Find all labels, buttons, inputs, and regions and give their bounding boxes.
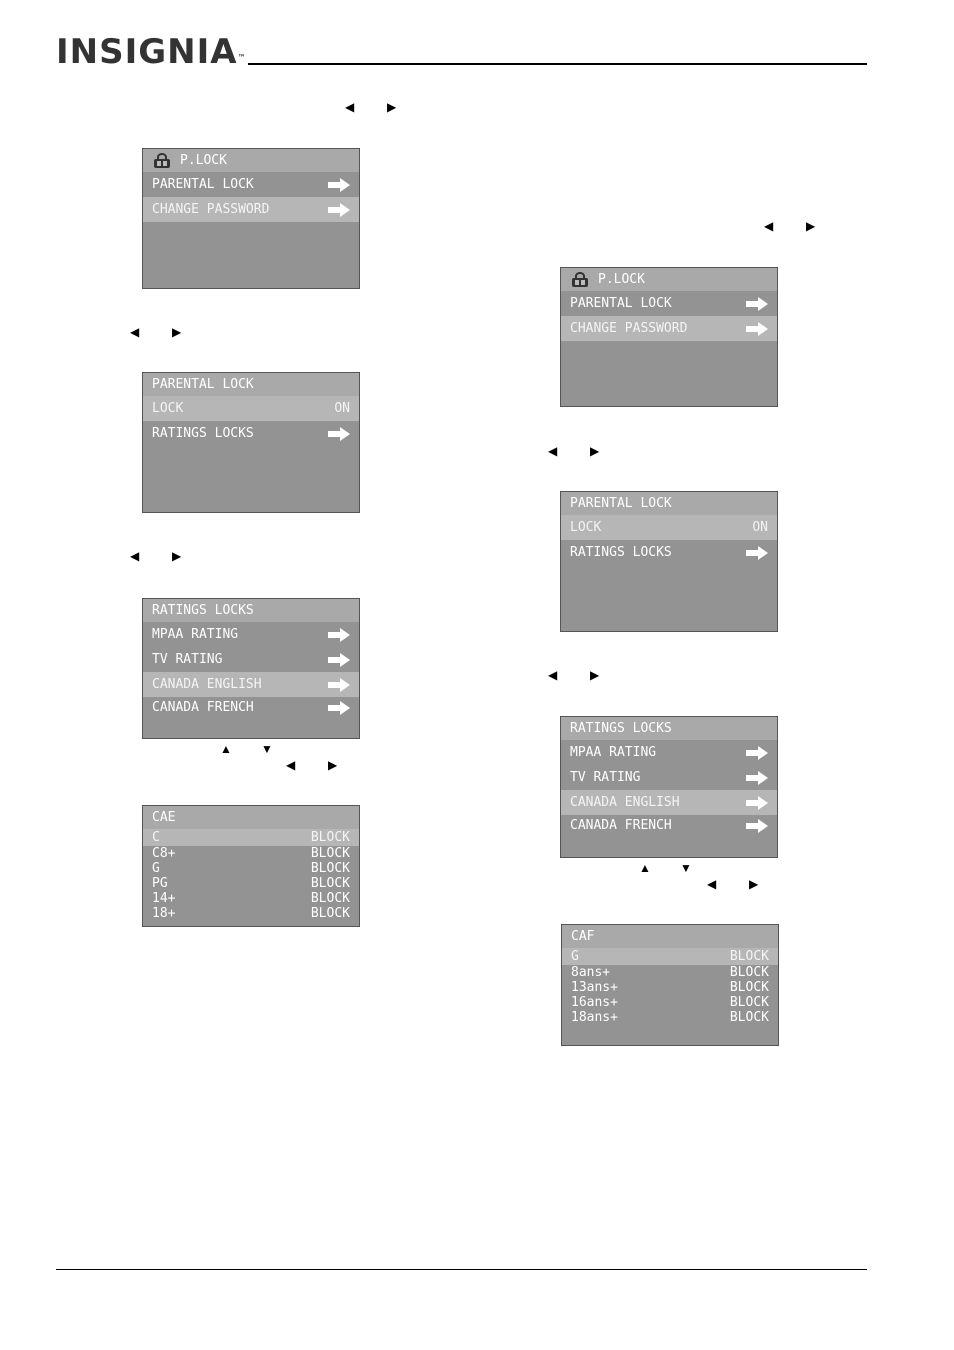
right-arrow-icon bbox=[328, 203, 350, 217]
menu-item-tv-rating[interactable]: TV RATING bbox=[143, 647, 359, 672]
right-arrow-icon bbox=[328, 701, 350, 715]
menu-item-ratings-locks[interactable]: RATINGS LOCKS bbox=[561, 540, 777, 565]
right-arrow-icon bbox=[328, 178, 350, 192]
left-arrow-icon: ◀ bbox=[548, 668, 558, 682]
plock-menu-left bbox=[142, 148, 360, 289]
parental-lock-title: PARENTAL LOCK bbox=[143, 373, 359, 396]
header-rule bbox=[248, 63, 867, 65]
up-arrow-icon: ▲ bbox=[639, 861, 651, 875]
rating-row[interactable]: PG BLOCK bbox=[152, 876, 350, 891]
right-arrow-icon: ▶ bbox=[806, 219, 816, 233]
parental-lock-menu-left bbox=[142, 372, 360, 513]
ratings-locks-title: RATINGS LOCKS bbox=[561, 717, 777, 740]
right-arrow-icon: ▶ bbox=[590, 668, 600, 682]
menu-item-parental-lock[interactable]: PARENTAL LOCK bbox=[561, 291, 777, 316]
menu-item-mpaa-rating[interactable]: MPAA RATING bbox=[561, 740, 777, 765]
down-arrow-icon: ▼ bbox=[680, 861, 692, 875]
ratings-locks-title: RATINGS LOCKS bbox=[143, 599, 359, 622]
right-arrow-icon bbox=[746, 819, 768, 833]
rating-row[interactable]: G BLOCK bbox=[152, 861, 350, 876]
right-arrow-icon: ▶ bbox=[172, 549, 182, 563]
parental-lock-menu-right bbox=[560, 491, 778, 632]
lock-icon bbox=[570, 272, 590, 288]
rating-row[interactable]: 16ans+ BLOCK bbox=[571, 995, 769, 1010]
rating-row[interactable]: 13ans+ BLOCK bbox=[571, 980, 769, 995]
menu-item-tv-rating[interactable]: TV RATING bbox=[561, 765, 777, 790]
rating-row[interactable]: 18+ BLOCK bbox=[152, 906, 350, 921]
right-arrow-icon: ▶ bbox=[749, 877, 759, 891]
menu-item-parental-lock[interactable]: PARENTAL LOCK bbox=[143, 172, 359, 197]
menu-item-canada-english[interactable]: CANADA ENGLISH bbox=[143, 672, 359, 697]
caf-rating-menu bbox=[561, 924, 779, 1046]
right-arrow-icon: ▶ bbox=[590, 444, 600, 458]
menu-item-change-password[interactable]: CHANGE PASSWORD bbox=[561, 316, 777, 341]
menu-item-ratings-locks[interactable]: RATINGS LOCKS bbox=[143, 421, 359, 446]
right-arrow-icon bbox=[328, 628, 350, 642]
lock-value: ON bbox=[334, 401, 350, 416]
menu-item-mpaa-rating[interactable]: MPAA RATING bbox=[143, 622, 359, 647]
trademark: ™ bbox=[237, 53, 247, 62]
left-arrow-icon: ◀ bbox=[130, 325, 140, 339]
rating-row[interactable]: 18ans+ BLOCK bbox=[571, 1010, 769, 1025]
right-arrow-icon bbox=[746, 771, 768, 785]
up-arrow-icon: ▲ bbox=[220, 742, 232, 756]
menu-item-lock[interactable]: LOCK ON bbox=[143, 396, 359, 421]
rating-row[interactable]: C8+ BLOCK bbox=[152, 846, 350, 861]
right-arrow-icon bbox=[328, 678, 350, 692]
right-arrow-icon bbox=[746, 796, 768, 810]
left-arrow-icon: ◀ bbox=[286, 758, 296, 772]
left-arrow-icon: ◀ bbox=[345, 100, 355, 114]
right-arrow-icon bbox=[746, 322, 768, 336]
logo-text: INSIGNIA bbox=[56, 32, 238, 72]
right-arrow-icon bbox=[746, 546, 768, 560]
menu-item-canada-english[interactable]: CANADA ENGLISH bbox=[561, 790, 777, 815]
right-arrow-icon bbox=[328, 427, 350, 441]
cae-rating-menu bbox=[142, 805, 360, 927]
ratings-locks-menu-right bbox=[560, 716, 778, 858]
plock-title: P.LOCK bbox=[143, 149, 359, 172]
menu-item-canada-french[interactable]: CANADA FRENCH bbox=[561, 815, 777, 837]
menu-item-lock[interactable]: LOCK ON bbox=[561, 515, 777, 540]
left-arrow-icon: ◀ bbox=[548, 444, 558, 458]
right-arrow-icon bbox=[746, 297, 768, 311]
lock-value: ON bbox=[752, 520, 768, 535]
cae-title: CAE bbox=[143, 806, 359, 829]
right-arrow-icon bbox=[746, 746, 768, 760]
right-arrow-icon: ▶ bbox=[387, 100, 397, 114]
ratings-locks-menu-left bbox=[142, 598, 360, 739]
plock-title: P.LOCK bbox=[561, 268, 777, 291]
rating-row[interactable]: G BLOCK bbox=[562, 948, 778, 965]
left-arrow-icon: ◀ bbox=[130, 549, 140, 563]
rating-row[interactable]: 14+ BLOCK bbox=[152, 891, 350, 906]
caf-title: CAF bbox=[562, 925, 778, 948]
menu-item-change-password[interactable]: CHANGE PASSWORD bbox=[143, 197, 359, 222]
lock-icon bbox=[152, 153, 172, 169]
left-arrow-icon: ◀ bbox=[764, 219, 774, 233]
menu-item-canada-french[interactable]: CANADA FRENCH bbox=[143, 697, 359, 719]
footer-rule bbox=[56, 1269, 867, 1270]
right-arrow-icon bbox=[328, 653, 350, 667]
parental-lock-title: PARENTAL LOCK bbox=[561, 492, 777, 515]
rating-row[interactable]: C BLOCK bbox=[143, 829, 359, 846]
plock-menu-right bbox=[560, 267, 778, 407]
insignia-logo bbox=[56, 30, 247, 74]
down-arrow-icon: ▼ bbox=[261, 742, 273, 756]
right-arrow-icon: ▶ bbox=[328, 758, 338, 772]
rating-row[interactable]: 8ans+ BLOCK bbox=[571, 965, 769, 980]
left-arrow-icon: ◀ bbox=[707, 877, 717, 891]
right-arrow-icon: ▶ bbox=[172, 325, 182, 339]
